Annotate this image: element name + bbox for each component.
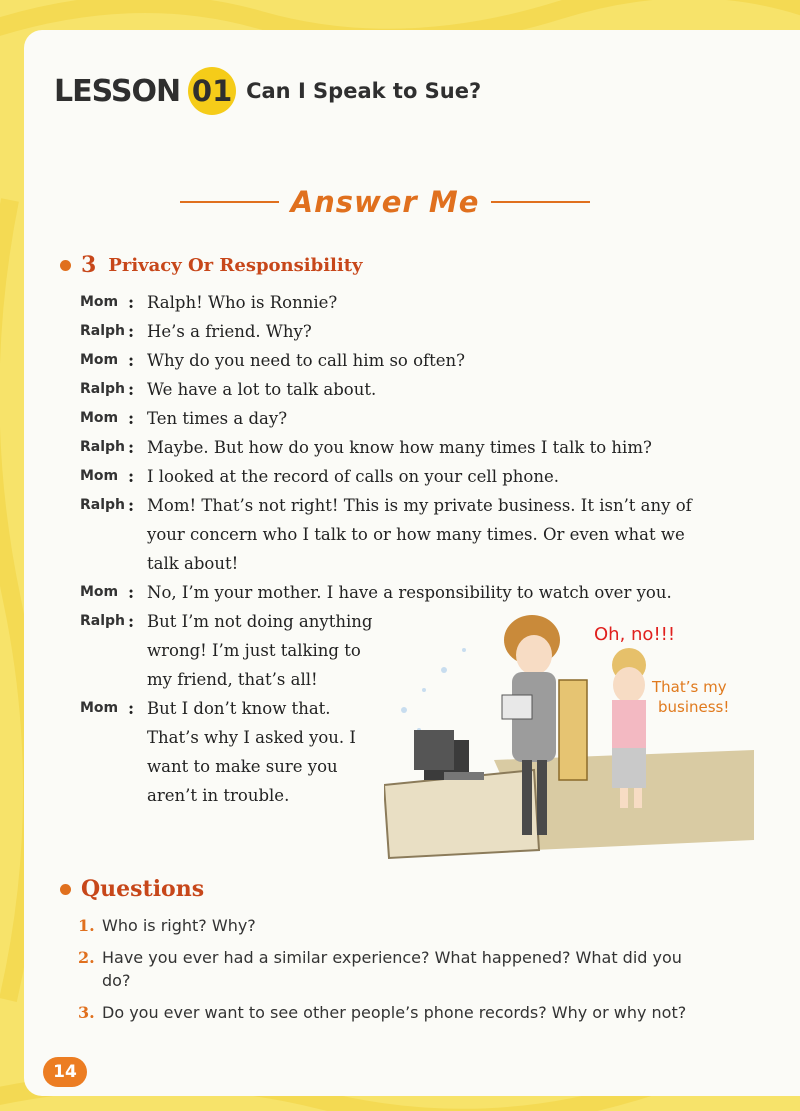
speech-bubble-line-1: That’s my [652,678,727,696]
dialogue-text: But I don’t know that. That’s why I asked you. I want to make sure you aren’t in trouble. [147,699,356,805]
speaker: Mom [80,294,119,310]
question-text: Who is right? Why? [102,916,256,935]
speaker: Ralph [80,439,126,455]
subsection-number: 3 [81,252,97,278]
dialogue-text: Ralph! Who is Ronnie? [147,293,338,312]
dialogue-line: Ralph : He’s a friend. Why? [80,317,720,346]
lesson-number-badge: 01 [188,67,236,115]
dialogue-line: Ralph : Maybe. But how do you know how many times I talk to him? [80,433,720,462]
speaker: Mom [80,410,119,426]
dialogue-line: Mom : But I don’t know that. That’s why I asked you. I want to make sure you aren’t in trouble. [80,694,720,810]
question-item [78,914,698,937]
dialogue-text: Why do you need to call him so often? [147,351,466,370]
lesson-header [54,66,481,116]
dialogue-line: Ralph : We have a lot to talk about. [80,375,720,404]
dialogue-line: Mom : Ralph! Who is Ronnie? [80,288,720,317]
question-number: 2. [78,948,95,967]
dialogue-text: Mom! That’s not right! This is my private business. It isn’t any of your concern who I talk to or how many times. Or even what we talk about! [147,496,692,573]
lesson-title: Can I Speak to Sue? [246,79,482,103]
bullet-dot-icon [60,884,71,895]
heading-rule-left [180,201,279,203]
speaker: Mom [80,352,119,368]
bullet-dot-icon [60,260,71,271]
speech-bubble-oh-no: Oh, no!!! [594,624,676,645]
page-number-badge: 14 [43,1057,87,1087]
dialogue-line: Mom : I looked at the record of calls on your cell phone. [80,462,720,491]
section-heading [180,182,590,222]
dialogue-line: Mom : Ten times a day? [80,404,720,433]
heading-rule-right [491,201,590,203]
speaker: Mom [80,700,119,716]
dialogue-line: Mom : No, I’m your mother. I have a responsibility to watch over you. [80,578,720,607]
speech-bubble-line-2: business! [658,698,730,716]
dialogue-text: We have a lot to talk about. [147,380,377,399]
dialogue-line: Ralph : Mom! That’s not right! This is my private business. It isn’t any of your concern who I talk to or how many times. Or even what we talk about! [80,491,720,578]
dialogue-text: I looked at the record of calls on your cell phone. [147,467,559,486]
subsection-title: Privacy Or Responsibility [108,254,363,276]
dialogue-text: But I’m not doing anything wrong! I’m just talking to my friend, that’s all! [147,612,373,689]
question-number: 1. [78,916,95,935]
lesson-label: LESSON [54,73,181,109]
speaker: Ralph [80,613,126,629]
subsection-header [60,248,362,282]
question-item [78,1001,698,1024]
questions-header [60,874,204,904]
dialogue-text: No, I’m your mother. I have a responsibility to watch over you. [147,583,672,602]
question-number: 3. [78,1003,95,1022]
speaker: Ralph [80,381,126,397]
speaker: Mom [80,468,119,484]
question-text: Have you ever had a similar experience? What happened? What did you do? [102,948,682,990]
questions-list [78,914,698,1033]
dialogue-line: Mom : Why do you need to call him so often? [80,346,720,375]
questions-title: Questions [81,876,205,902]
question-item [78,946,698,992]
speaker: Ralph [80,323,126,339]
dialogue-text: Ten times a day? [147,409,288,428]
question-text: Do you ever want to see other people’s phone records? Why or why not? [102,1003,687,1022]
dialogue-text: He’s a friend. Why? [147,322,312,341]
mom-and-son-illustration [384,600,754,860]
dialogue-line: Ralph : But I’m not doing anything wrong! I’m just talking to my friend, that’s all! [80,607,720,694]
dialogue-text: Maybe. But how do you know how many times I talk to him? [147,438,652,457]
speaker: Mom [80,584,119,600]
speaker: Ralph [80,497,126,513]
section-heading-text: Answer Me [290,185,480,219]
